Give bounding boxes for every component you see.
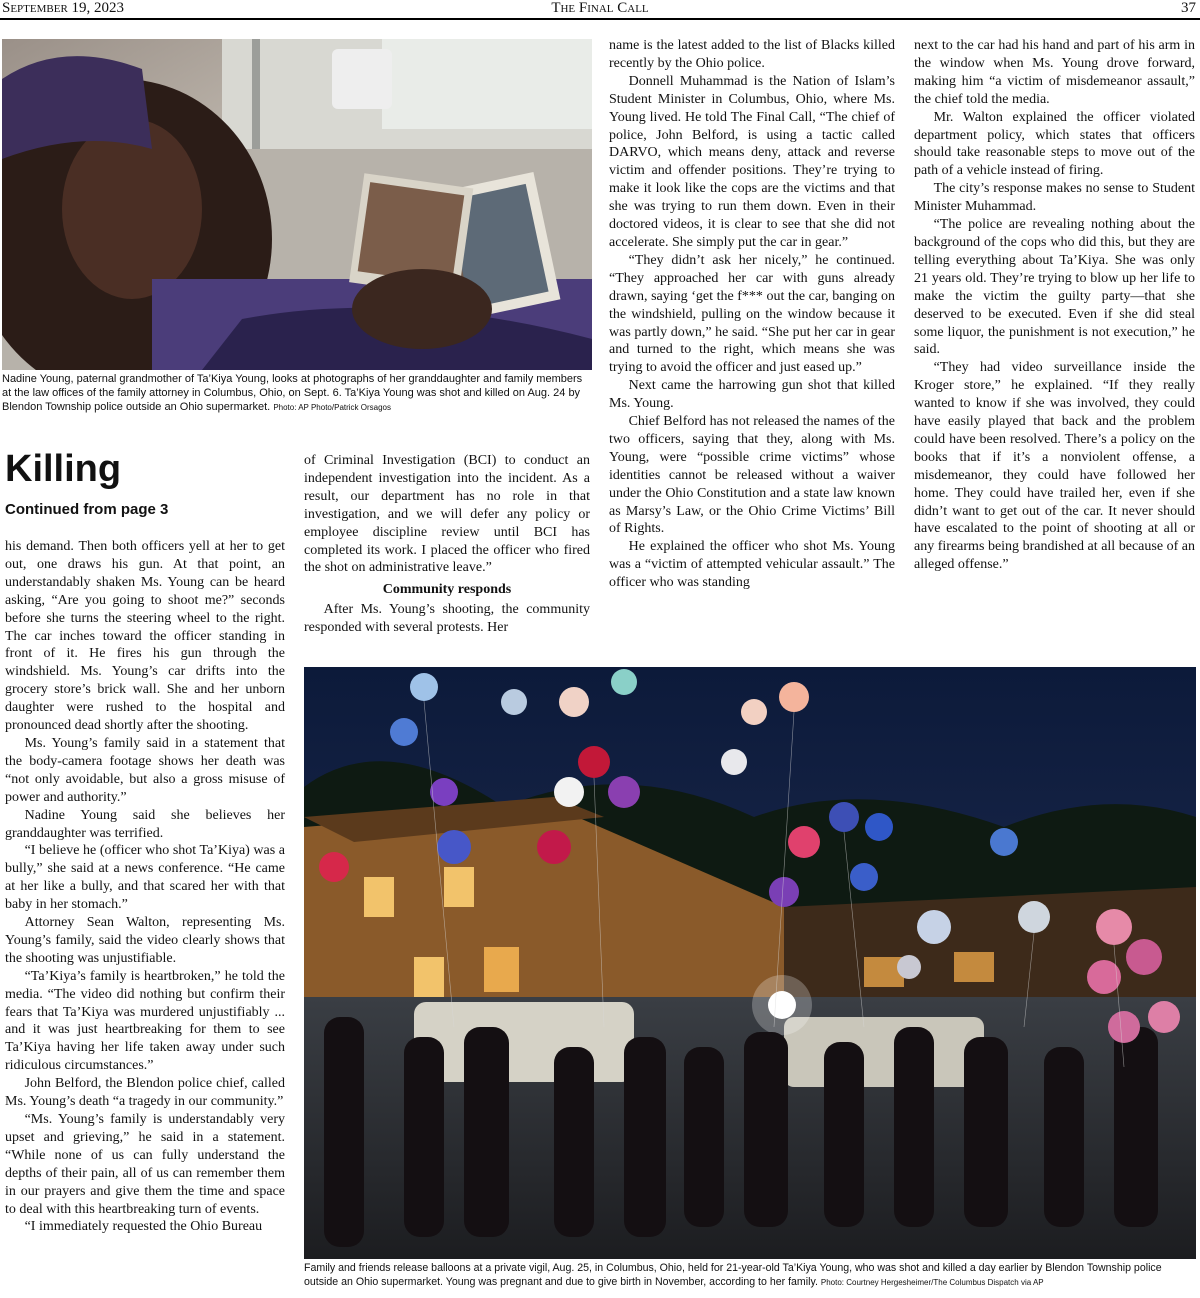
paragraph: He explained the officer who shot Ms. Young was a “victim of attempted vehicular assault.” The officer who was standing: [609, 539, 895, 591]
paragraph: name is the latest added to the list of Blacks killed recently by the Ohio police.: [609, 38, 895, 71]
paragraph: of Criminal Investigation (BCI) to conduct an independent investigation into the incident. As a result, our department has no role in that investigation, and we will defer any policy or employee discipline review until BCI has completed its work. I placed the officer who fired the shot on administrative leave.”: [304, 453, 590, 576]
subheading: Community responds: [382, 582, 512, 598]
paragraph: “Ms. Young’s family is understandably very upset and grieving,” he said in a statement. “While none of us can fully understand the depths of their pain, all of us can remember them in our prayers and give them the time and space to deal with this heartbreaking turn of events.: [5, 1112, 285, 1217]
paragraph: “I immediately requested the Ohio Bureau: [24, 1219, 263, 1235]
paragraph: Donnell Muhammad is the Nation of Islam’s Student Minister in Columbus, Ohio, where Ms. Young lived. He told The Final Call, “The chief of police, John Belford, is using a tactic called DARVO, which means deny, attack and reverse victim and offender positions. They’re trying to make it look like the cops are the victims and that she was trying to run them down. Even in their doctored videos, it is clear to see that she did not accelerate. She simply put the car in gear.”: [609, 73, 895, 250]
paragraph: Chief Belford has not released the names of the two officers, saying that they, along with Ms. Young, were “possible crime victims” whose identities cannot be released without a waiver under the Ohio Constitution and a state law known as Marsy’s Law, or the Ohio Crime Victims’ Bill of Rights.: [609, 414, 895, 537]
article-headline: Killing: [5, 448, 122, 490]
paragraph: After Ms. Young’s shooting, the community responded with several protests. Her: [304, 602, 590, 636]
paragraph: Attorney Sean Walton, representing Ms. Young’s family, said the video clearly shows that the shooting was unjustifiable.: [5, 915, 285, 966]
paragraph: “They didn’t ask her nicely,” he continued. “They approached her car with guns already drawn, saying ‘get the f*** out the car, banging on the windshield, pulling on the window because it was partly down,” he said. “She put her car in gear and turned to the right, which means she was trying to avoid the officer and just eased up.”: [609, 252, 895, 376]
paragraph: “Ta’Kiya’s family is heartbroken,” he told the media. “The video did nothing but confirm their fears that Ta’Kiya was murdered unjustifiably ... and it was just heartbreaking for them to see Ta’Kiya having her life taken away under such ridiculous circumstances.”: [5, 968, 285, 1074]
paragraph: Mr. Walton explained the officer violated department policy, which states that officers should take reasonable steps to move out of the path of a vehicle instead of firing.: [914, 109, 1195, 179]
bottom-photo: [304, 667, 1196, 1259]
paragraph: Nadine Young said she believes her granddaughter was terrified.: [5, 807, 285, 841]
continued-from: Continued from page 3: [5, 501, 169, 518]
paragraph: The city’s response makes no sense to Student Minister Muhammad.: [914, 181, 1195, 215]
bottom-photo-credit: Photo: Courtney Hergesheimer/The Columbus Dispatch via AP: [820, 1277, 1044, 1287]
article-column-1: [5, 538, 285, 1236]
paragraph: Next came the harrowing gun shot that killed Ms. Young.: [609, 378, 895, 412]
article-column-4: [914, 37, 1195, 574]
paragraph: Ms. Young’s family said in a statement that the body-camera footage shows her death was “not only avoidable, but also a gross misuse of power and authority.”: [5, 735, 285, 805]
top-photo-caption: [2, 372, 592, 415]
paragraph: “The police are revealing nothing about the background of the cops who did this, but they are telling everything about Ta’Kiya. She was only 21 years old. They’re trying to blow up her life to make the victim the guilty party—that she deserved to be executed. Even if she did steal some liquor, the punishment is not execution,” he said.: [914, 217, 1195, 358]
issue-date: September 19, 2023: [2, 0, 125, 16]
bottom-caption-text: Family and friends release balloons at a private vigil, Aug. 25, in Columbus, Ohio, held for 21-year-old Ta’Kiya Young, who was shot and killed a day earlier by Blendon Township police outside an Ohio supermarket. Young was pregnant and due to give birth in November, according to her family.: [304, 1262, 1162, 1288]
top-photo: [2, 39, 592, 370]
paragraph: “They had video surveillance inside the Kroger store,” he explained. “If they really wanted to know if she was involved, they could have easily played that back and the problem could have been resolved. There’s a policy on the books that if it’s a nonviolent offense, a misdemeanor, they could have followed her home. They could have trailed her, even if she didn’t want to get out of the car. It never should have escalated to the point of shooting at all or any firearms being brandished at all because of an alleged offense.”: [914, 360, 1195, 573]
bottom-photo-caption: [304, 1262, 1196, 1289]
top-photo-credit: Photo: AP Photo/Patrick Orsagos: [273, 403, 392, 412]
paragraph: next to the car had his hand and part of his arm in the window when Ms. Young drove forward, making him “a victim of misdemeanor assault,” the chief told the media.: [914, 38, 1195, 107]
paragraph: John Belford, the Blendon police chief, called Ms. Young’s death “a tragedy in our community.”: [5, 1076, 285, 1110]
article-column-3: [609, 37, 895, 592]
page-header: [0, 0, 1200, 20]
publication-name: The Final Call: [551, 0, 649, 16]
paragraph: “I believe he (officer who shot Ta’Kiya) was a bully,” she said at a news conference. “He came at her like a bully, and that scared her with that baby in her stomach.”: [5, 843, 285, 913]
top-caption-text: Nadine Young, paternal grandmother of Ta’Kiya Young, looks at photographs of her granddaughter and family members at the law offices of the family attorney in Columbus, Ohio, on Sept. 6. Ta’Kiya Young was shot and killed on Aug. 24 by Blendon Township police outside an Ohio supermarket.: [2, 373, 583, 413]
page-number: 37: [1181, 0, 1196, 16]
paragraph: his demand. Then both officers yell at her to get out, one draws his gun. At that point, an understandably shaken Ms. Young can be heard asking, “Are you going to shoot me?” seconds before she turns the steering wheel to the right. The car inches toward the officer standing in front of it. He fires his gun through the windshield. Ms. Young’s car drifts into the grocery store’s brick wall. She and her unborn daughter were rushed to the hospital and pronounced dead shortly after the shooting.: [5, 539, 285, 734]
article-column-2: [304, 452, 590, 637]
